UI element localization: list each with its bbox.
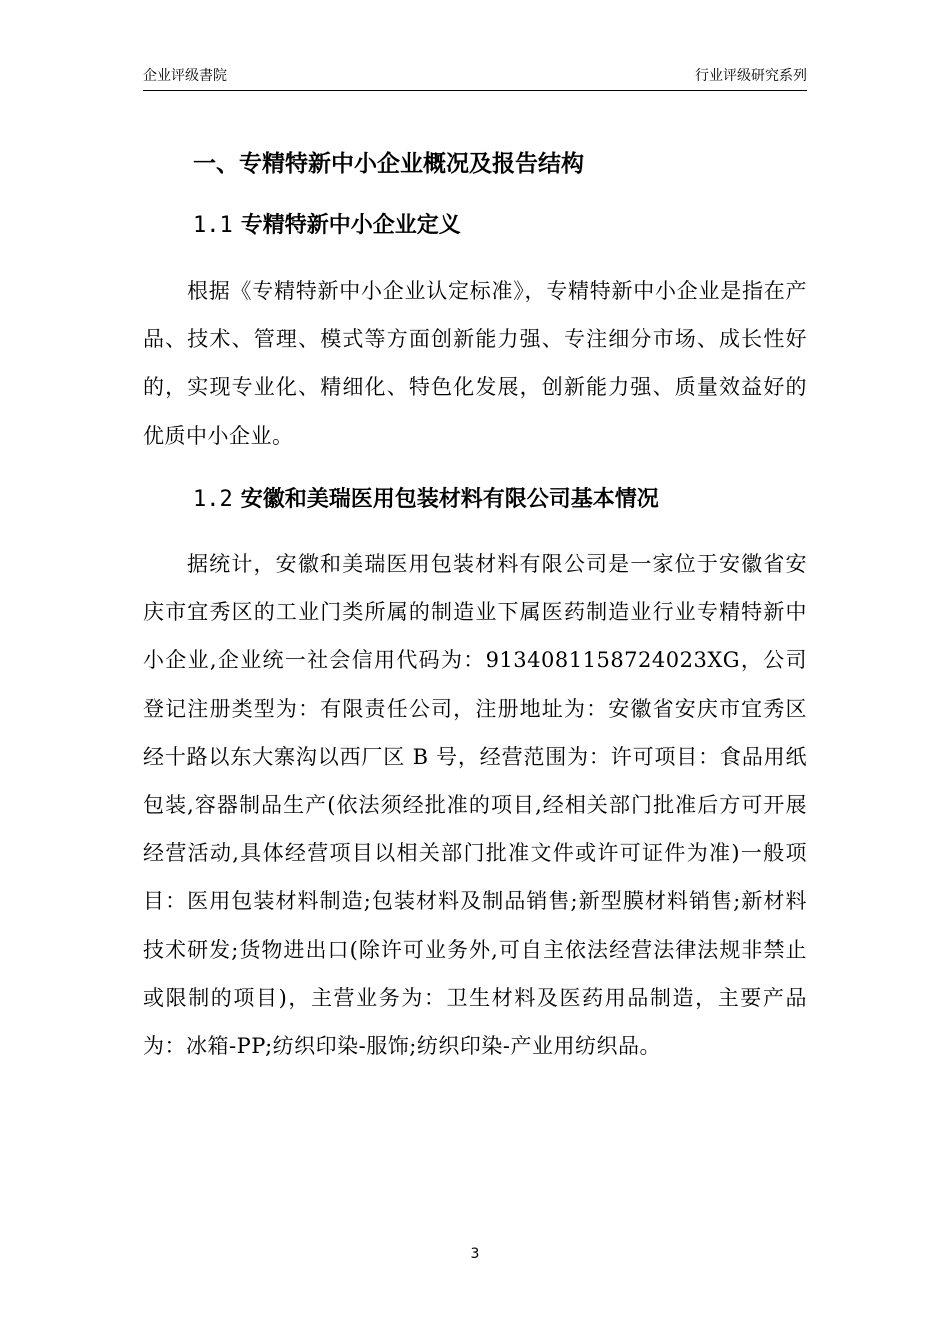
definition-paragraph: 根据《专精特新中小企业认定标准》，专精特新中小企业是指在产品、技术、管理、模式等方面创新能力强、专注细分市场、成长性好的，实现专业化、精细化、特色化发展，创新能力强、质量效益好的优质中小企业。 xyxy=(143,279,807,448)
header-left-text: 企业评级書院 xyxy=(143,68,227,84)
subsection-number: 1.1 xyxy=(193,213,233,238)
subsection-heading-1 xyxy=(193,210,461,242)
page-number: 3 xyxy=(470,1246,480,1262)
subsection-title: 安徽和美瑞医用包装材料有限公司基本情况 xyxy=(240,487,659,512)
section-title: 一、专精特新中小企业概况及报告结构 xyxy=(193,151,584,177)
subsection-number: 1.2 xyxy=(193,487,233,512)
company-info-paragraph: 据统计，安徽和美瑞医用包装材料有限公司是一家位于安徽省安庆市宜秀区的工业门类所属的制造业下属医药制造业行业专精特新中小企业,企业统一社会信用代码为：9134081158724023XG，公司登记注册类型为：有限责任公司，注册地址为：安徽省安庆市宜秀区经十路以东大寨沟以西厂区 B 号，经营范围为：许可项目：食品用纸包装,容器制品生产(依法须经批准的项目,经相关部门批准后方可开展经营活动,具体经营项目以相关部门批准文件或许可证件为准)一般项目：医用包装材料制造;包装材料及制品销售;新型膜材料销售;新材料技术研发;货物进出口(除许可业务外,可自主依法经营法律法规非禁止或限制的项目)，主营业务为：卫生材料及医药用品制造，主要产品为：冰箱-PP;纺织印染-服饰;纺织印染-产业用纺织品。 xyxy=(143,552,807,1059)
subsection-heading-2 xyxy=(193,484,659,516)
page-header xyxy=(143,66,807,91)
header-right-text: 行业评级研究系列 xyxy=(695,68,807,84)
subsection-title: 专精特新中小企业定义 xyxy=(240,213,461,238)
